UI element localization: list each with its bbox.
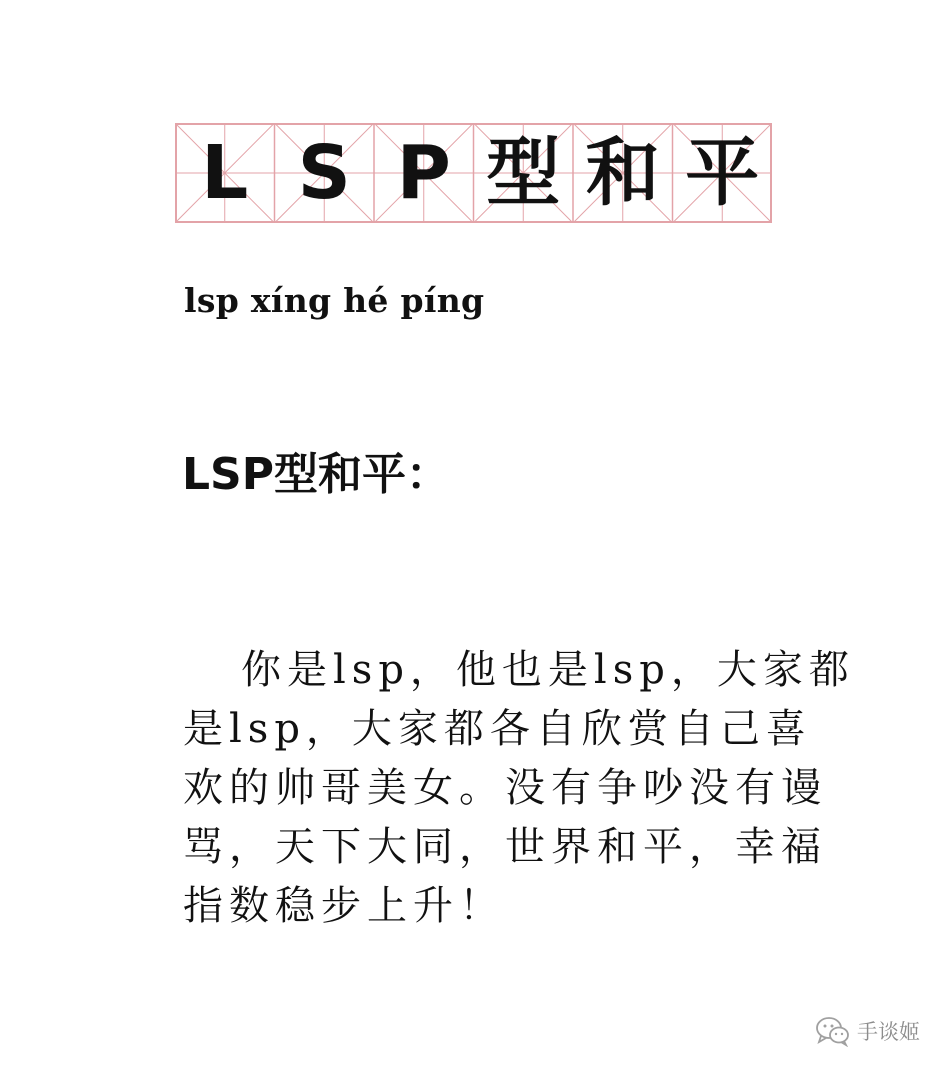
title-char: P [396, 130, 451, 216]
definition-line: 是lsp，大家都各自欣赏自己喜 [183, 706, 812, 752]
watermark [815, 1015, 920, 1047]
definition-line: 指数稳步上升！ [183, 883, 505, 929]
definition-text [183, 641, 855, 936]
wechat-icon [815, 1015, 851, 1047]
definition-line: 你是lsp，他也是lsp，大家都 [241, 647, 855, 693]
title-char: S [297, 130, 351, 216]
title-char: 和 [585, 130, 660, 216]
title-grid [175, 123, 772, 223]
definition-line: 欢的帅哥美女。没有争吵没有谩 [183, 765, 827, 811]
pinyin: lsp xíng hé píng [184, 281, 485, 320]
title-characters [175, 123, 772, 223]
definition-line: 骂，天下大同，世界和平，幸福 [183, 824, 827, 870]
title-char: 平 [685, 130, 760, 216]
title-char: 型 [486, 130, 561, 216]
term-heading: LSP型和平： [182, 449, 450, 500]
watermark-text: 手谈姬 [857, 1020, 920, 1044]
title-char: L [201, 130, 249, 216]
